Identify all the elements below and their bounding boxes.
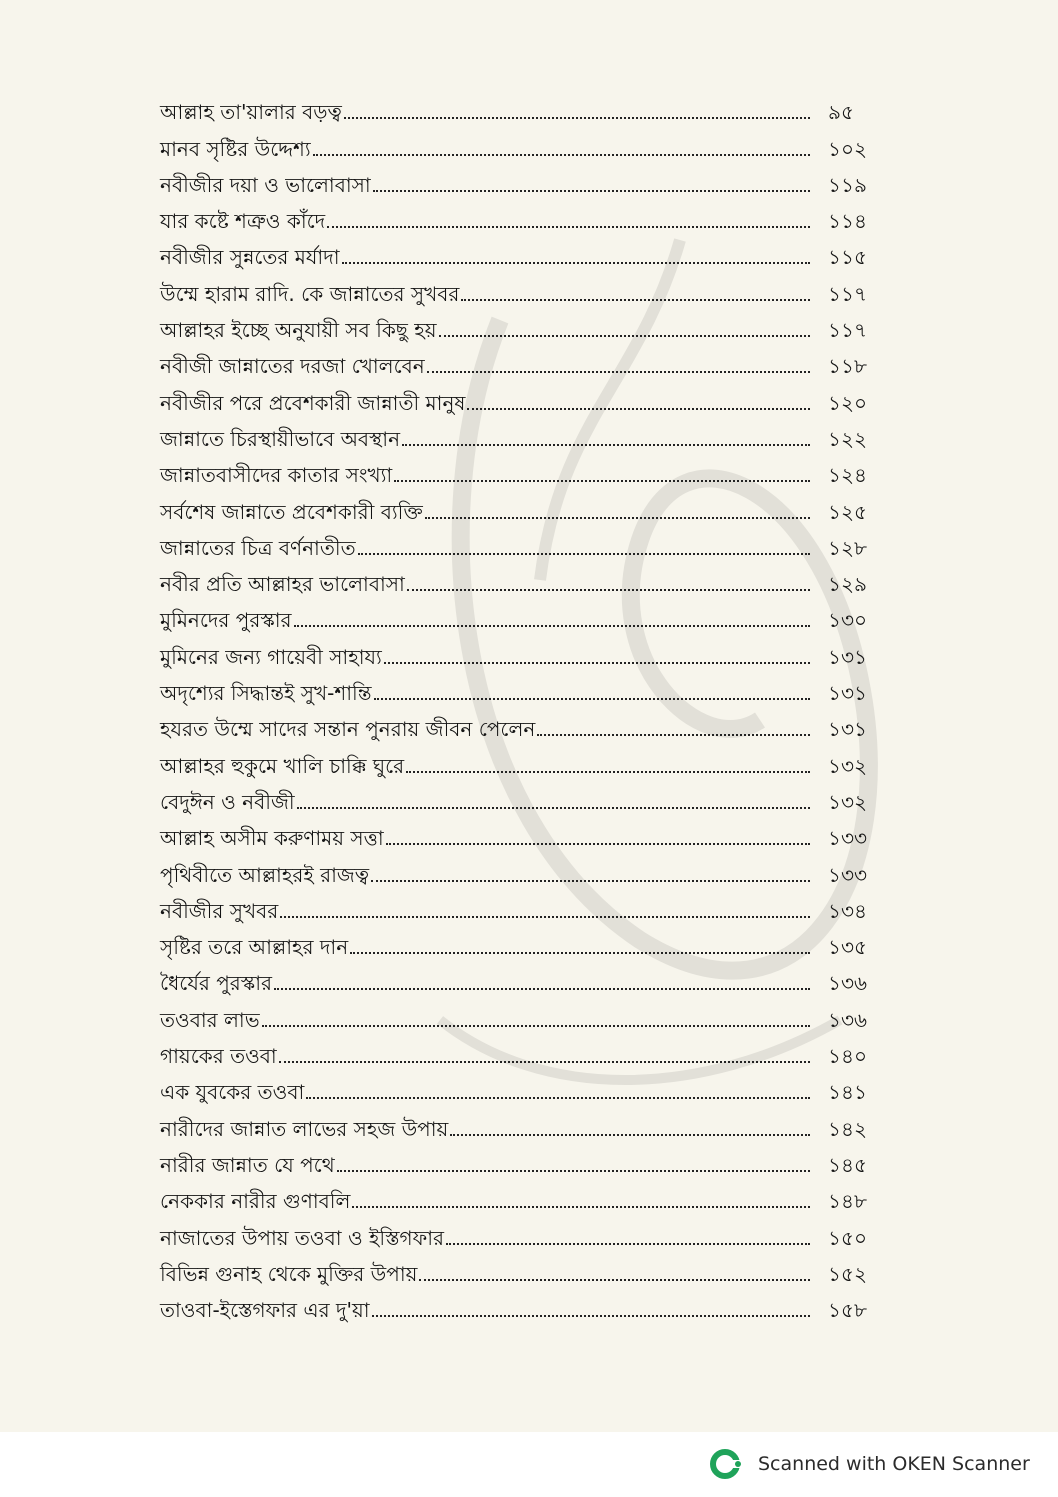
- toc-entry: [160, 600, 900, 636]
- toc-entry-page-number: ১৩৪: [828, 898, 867, 923]
- dot-leader: [374, 698, 810, 700]
- toc-entry: [160, 528, 900, 564]
- toc-entry-page-number: ১১৫: [828, 245, 867, 270]
- toc-entry: [160, 382, 900, 418]
- toc-entry-title: গায়কের তওবা: [160, 1044, 277, 1069]
- dot-leader: [306, 1097, 810, 1099]
- toc-entry-title: আল্লাহ তা'য়ালার বড়ত্ব: [160, 100, 342, 125]
- dot-leader: [297, 807, 810, 809]
- scanner-logo-icon: [708, 1447, 742, 1481]
- toc-entry-page-number: ১১৭: [828, 281, 867, 306]
- toc-entry-page-number: ১৩৬: [828, 971, 867, 996]
- dot-leader: [439, 335, 810, 337]
- toc-entry-title: ধৈর্যের পুরস্কার: [160, 971, 273, 996]
- toc-entry-page-number: ১১৮: [828, 354, 867, 379]
- toc-entry-title: সৃষ্টির তরে আল্লাহর দান: [160, 935, 349, 960]
- toc-entry-page-number: ১৩৩: [828, 826, 867, 851]
- toc-entry: [160, 999, 900, 1035]
- dot-leader: [407, 589, 810, 591]
- toc-entry-title: সর্বশেষ জান্নাতে প্রবেশকারী ব্যক্তি: [160, 499, 423, 524]
- toc-entry-page-number: ১২৪: [828, 463, 867, 488]
- dot-leader: [350, 952, 810, 954]
- toc-entry: [160, 564, 900, 600]
- toc-entry-page-number: ১২২: [828, 426, 867, 451]
- dot-leader: [402, 444, 810, 446]
- toc-entry: [160, 128, 900, 164]
- dot-leader: [327, 226, 810, 228]
- toc-entry: [160, 636, 900, 672]
- toc-entry: [160, 1145, 900, 1181]
- dot-leader: [450, 1134, 810, 1136]
- toc-entry-title: বেদুঈন ও নবীজী: [160, 789, 295, 814]
- toc-entry-page-number: ১৩১: [828, 644, 867, 669]
- dot-leader: [280, 916, 810, 918]
- toc-entry: [160, 455, 900, 491]
- toc-entry-page-number: ১৪৮: [828, 1189, 867, 1214]
- dot-leader: [294, 625, 810, 627]
- toc-entry-title: নবীর প্রতি আল্লাহর ভালোবাসা: [160, 572, 405, 597]
- toc-entry: [160, 1217, 900, 1253]
- toc-entry-title: আল্লাহর হুকুমে খালি চাক্কি ঘুরে: [160, 753, 405, 778]
- toc-entry-title: আল্লাহর ইচ্ছে অনুযায়ী সব কিছু হয়: [160, 318, 437, 343]
- toc-entry-page-number: ১৩১: [828, 717, 867, 742]
- toc-entry-page-number: ১৩৩: [828, 862, 867, 887]
- toc-entry-title: নবীজীর সুন্নতের মর্যাদা: [160, 245, 340, 270]
- table-of-contents: [160, 92, 900, 1326]
- toc-entry-title: আল্লাহ অসীম করুণাময় সত্তা: [160, 826, 384, 851]
- toc-entry-page-number: ১৪০: [828, 1044, 867, 1069]
- toc-entry-page-number: ৯৫: [828, 100, 854, 125]
- toc-entry-page-number: ১২০: [828, 390, 867, 415]
- toc-entry-title: নবীজীর পরে প্রবেশকারী জান্নাতী মানুষ: [160, 390, 466, 415]
- toc-entry-title: জান্নাতবাসীদের কাতার সংখ্যা: [160, 463, 393, 488]
- toc-entry-page-number: ১১৪: [828, 209, 867, 234]
- toc-entry: [160, 782, 900, 818]
- dot-leader: [384, 662, 810, 664]
- dot-leader: [419, 1279, 810, 1281]
- dot-leader: [262, 1025, 810, 1027]
- toc-entry-page-number: ১২৮: [828, 535, 867, 560]
- scanner-watermark: [708, 1444, 1030, 1484]
- toc-entry-page-number: ১১৯: [828, 172, 867, 197]
- dot-leader: [461, 299, 810, 301]
- dot-leader: [371, 880, 810, 882]
- dot-leader: [386, 843, 810, 845]
- toc-entry-page-number: ১৪১: [828, 1080, 867, 1105]
- toc-entry-page-number: ১৩১: [828, 681, 867, 706]
- toc-entry: [160, 419, 900, 455]
- dot-leader: [467, 408, 810, 410]
- toc-entry: [160, 237, 900, 273]
- toc-entry-title: নারীর জান্নাত যে পথে: [160, 1152, 335, 1177]
- toc-entry-page-number: ১১৭: [828, 318, 867, 343]
- dot-leader: [344, 117, 810, 119]
- toc-entry: [160, 818, 900, 854]
- toc-entry: [160, 92, 900, 128]
- dot-leader: [425, 517, 810, 519]
- toc-entry-page-number: ১৪৫: [828, 1152, 867, 1177]
- toc-entry-page-number: ১৩২: [828, 753, 867, 778]
- toc-entry: [160, 310, 900, 346]
- toc-entry: [160, 673, 900, 709]
- toc-entry-title: নারীদের জান্নাত লাভের সহজ উপায়: [160, 1116, 449, 1141]
- toc-entry-title: মানব সৃষ্টির উদ্দেশ্য: [160, 136, 311, 161]
- toc-entry: [160, 273, 900, 309]
- dot-leader: [373, 190, 810, 192]
- toc-entry-title: নবীজীর দয়া ও ভালোবাসা: [160, 172, 371, 197]
- toc-entry-page-number: ১২৯: [828, 572, 867, 597]
- toc-entry-title: উম্মে হারাম রাদি. কে জান্নাতের সুখবর: [160, 281, 460, 306]
- toc-entry: [160, 891, 900, 927]
- toc-entry: [160, 1254, 900, 1290]
- dot-leader: [537, 734, 810, 736]
- toc-entry: [160, 1072, 900, 1108]
- dot-leader: [274, 988, 810, 990]
- toc-entry-page-number: ১৩০: [828, 608, 867, 633]
- dot-leader: [372, 1315, 810, 1317]
- toc-entry: [160, 745, 900, 781]
- toc-entry: [160, 1181, 900, 1217]
- toc-entry: [160, 491, 900, 527]
- toc-entry: [160, 165, 900, 201]
- toc-entry-title: নবীজী জান্নাতের দরজা খোলবেন: [160, 354, 425, 379]
- dot-leader: [279, 1061, 810, 1063]
- toc-entry-title: এক যুবকের তওবা: [160, 1080, 305, 1105]
- toc-entry-page-number: ১৩২: [828, 789, 867, 814]
- dot-leader: [352, 1206, 810, 1208]
- dot-leader: [406, 771, 810, 773]
- dot-leader: [394, 480, 810, 482]
- toc-entry-page-number: ১৫২: [828, 1261, 867, 1286]
- toc-entry-title: নেককার নারীর গুণাবলি: [160, 1189, 351, 1214]
- toc-entry-page-number: ১৪২: [828, 1116, 867, 1141]
- toc-entry-title: মুমিনদের পুরস্কার: [160, 608, 292, 633]
- toc-entry: [160, 201, 900, 237]
- toc-entry: [160, 927, 900, 963]
- toc-entry: [160, 709, 900, 745]
- dot-leader: [337, 1170, 810, 1172]
- toc-entry-title: যার কষ্টে শত্রুও কাঁদে: [160, 209, 326, 234]
- toc-entry-title: পৃথিবীতে আল্লাহরই রাজত্ব: [160, 862, 370, 887]
- dot-leader: [342, 262, 810, 264]
- scanner-watermark-text: Scanned with OKEN Scanner: [758, 1453, 1030, 1475]
- toc-entry-title: মুমিনের জন্য গায়েবী সাহায্য: [160, 644, 382, 669]
- toc-entry: [160, 346, 900, 382]
- toc-entry-title: জান্নাতে চিরস্থায়ীভাবে অবস্থান: [160, 426, 401, 451]
- toc-entry-title: বিভিন্ন গুনাহ থেকে মুক্তির উপায়: [160, 1261, 418, 1286]
- toc-entry-page-number: ১৩৫: [828, 935, 867, 960]
- toc-entry-title: নাজাতের উপায় তওবা ও ইস্তিগফার: [160, 1225, 445, 1250]
- toc-entry-page-number: ১৩৬: [828, 1007, 867, 1032]
- toc-entry-title: অদৃশ্যের সিদ্ধান্তই সুখ-শান্তি: [160, 681, 372, 706]
- dot-leader: [427, 371, 810, 373]
- toc-entry-title: হযরত উম্মে সাদের সন্তান পুনরায় জীবন পেলেন: [160, 717, 536, 742]
- toc-entry: [160, 963, 900, 999]
- toc-entry-title: তাওবা-ইস্তেগফার এর দু'য়া: [160, 1298, 370, 1323]
- toc-entry-page-number: ১০২: [828, 136, 867, 161]
- toc-entry-page-number: ১৫০: [828, 1225, 867, 1250]
- toc-entry-page-number: ১২৫: [828, 499, 867, 524]
- toc-entry-title: তওবার লাভ: [160, 1007, 260, 1032]
- toc-entry-title: জান্নাতের চিত্র বর্ণনাতীত: [160, 535, 356, 560]
- dot-leader: [313, 154, 810, 156]
- dot-leader: [358, 553, 810, 555]
- toc-entry: [160, 1036, 900, 1072]
- toc-entry: [160, 1290, 900, 1326]
- toc-entry-title: নবীজীর সুখবর: [160, 898, 279, 923]
- toc-entry: [160, 1108, 900, 1144]
- dot-leader: [446, 1243, 810, 1245]
- toc-entry: [160, 854, 900, 890]
- toc-entry-page-number: ১৫৮: [828, 1298, 867, 1323]
